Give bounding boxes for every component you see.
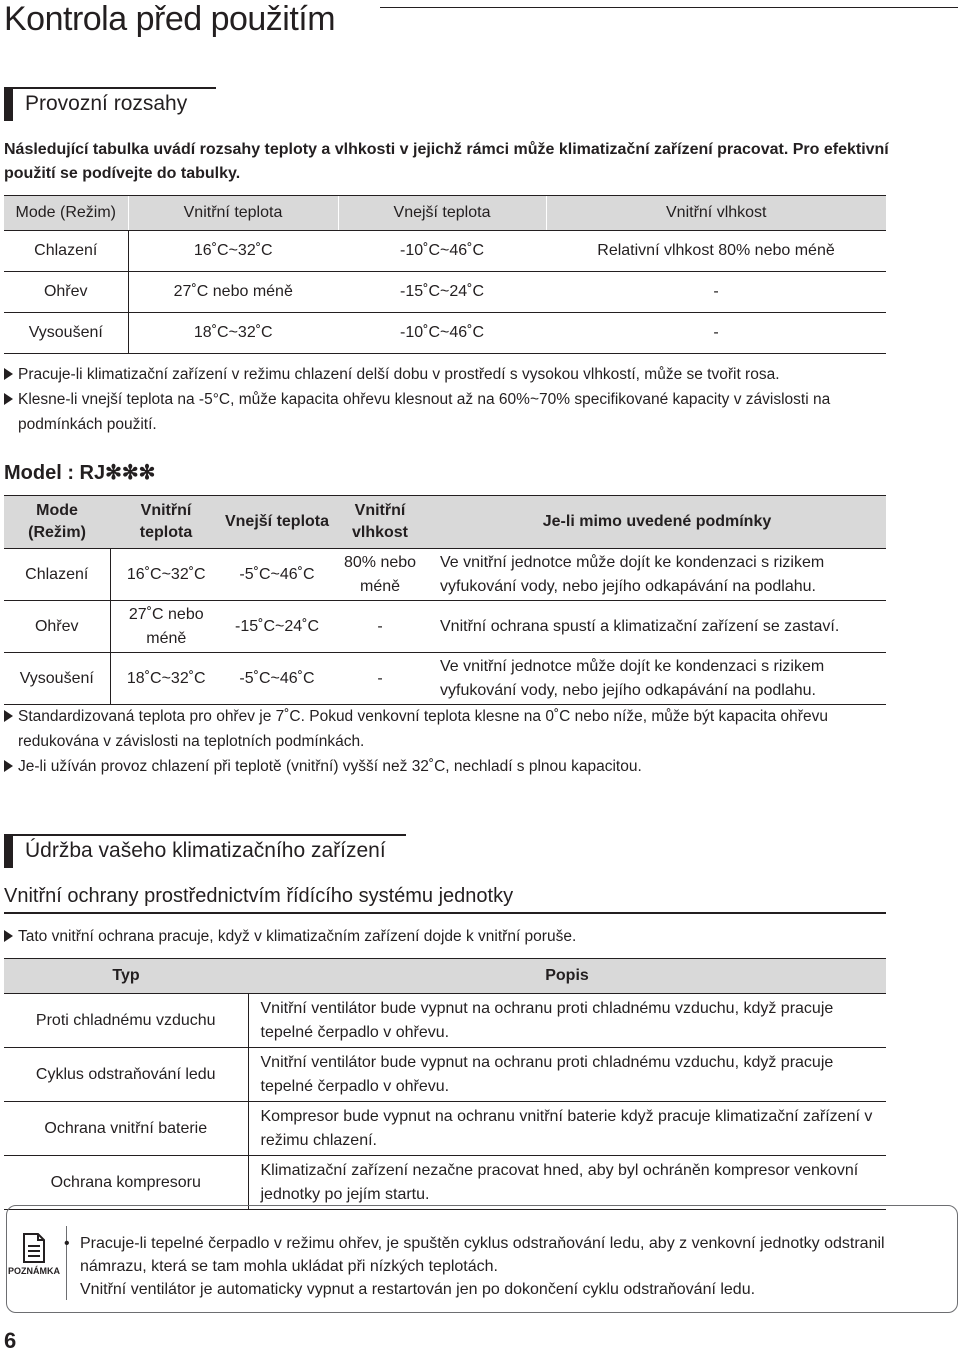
range-notes: [4, 362, 954, 437]
table-cell: -: [332, 653, 428, 705]
table-header: Mode (Režim): [4, 196, 128, 231]
section-bar: [4, 834, 13, 868]
triangle-bullet-icon: [4, 760, 13, 772]
table-header: Popis: [248, 959, 886, 994]
table-header: [4, 496, 110, 549]
note-text: Tato vnitřní ochrana pracuje, když v klimatizačním zařízení dojde k vnitřní poruše.: [18, 928, 577, 945]
header-line: Mode: [36, 502, 78, 519]
table-cell: [248, 1048, 886, 1102]
table-cell: -15˚C~24˚C: [338, 272, 546, 313]
table-row: [4, 231, 886, 272]
table-header: Typ: [4, 959, 248, 994]
table-cell: 16˚C~32˚C: [110, 549, 222, 601]
note-line: Vnitřní ventilátor je automaticky vypnut a restartován jen po dokončení cyklu odstraňování ledu.: [80, 1281, 756, 1298]
table-cell: 18˚C~32˚C: [128, 313, 338, 354]
note-icon: [16, 1232, 50, 1264]
model-range-table: [4, 495, 886, 705]
note-item: [4, 412, 954, 437]
table-cell: [332, 549, 428, 601]
table-row: [4, 601, 886, 653]
table-cell: Chlazení: [4, 231, 128, 272]
protection-table: [4, 958, 886, 1210]
cell-line: méně: [146, 629, 187, 647]
table-cell: [428, 653, 886, 705]
table-cell: Vysoušení: [4, 313, 128, 354]
header-line: (Režim): [28, 524, 86, 541]
section-title: Údržba vašeho klimatizačního zařízení: [25, 839, 386, 862]
note-item: [4, 362, 954, 387]
table-cell: [110, 601, 222, 653]
table-cell: -5˚C~46˚C: [222, 653, 332, 705]
table-row: [4, 1156, 886, 1210]
note-text: redukována v závislosti na teplotních podmínkách.: [18, 733, 365, 750]
subheading-rule: [4, 912, 886, 914]
model-label: Model : RJ✻✻✻: [4, 462, 156, 484]
header-line: vlhkost: [351, 524, 408, 541]
table-cell: Ohřev: [4, 272, 128, 313]
bullet-dot-icon: •: [64, 1235, 70, 1252]
table-cell: Proti chladnému vzduchu: [4, 994, 248, 1048]
table-cell: -10˚C~46˚C: [338, 231, 546, 272]
cell-line: Ve vnitřní jednotce může dojít ke kondenzaci s rizikem: [440, 657, 825, 675]
note-box-text: [62, 1232, 942, 1301]
table-header: Vnejší teplota: [338, 196, 546, 231]
page-title: Kontrola před použitím: [4, 0, 336, 38]
table-cell: Vysoušení: [4, 653, 110, 705]
operating-range-table: [4, 195, 886, 354]
title-rule: [380, 7, 958, 8]
table-row: [4, 994, 886, 1048]
table-cell: Relativní vlhkost 80% nebo méně: [546, 231, 886, 272]
note-item: [4, 924, 954, 949]
table-cell: 16˚C~32˚C: [128, 231, 338, 272]
table-cell: [248, 994, 886, 1048]
table-cell: -: [332, 601, 428, 653]
table-row: [4, 272, 886, 313]
section-bar: [4, 87, 13, 121]
note-text: Standardizovaná teplota pro ohřev je 7˚C. Pokud venkovní teplota klesne na 0˚C nebo níže, může být kapacita ohřevu: [18, 708, 828, 725]
header-line: Vnitřní: [140, 502, 192, 519]
cell-line: 80% nebo: [343, 553, 417, 571]
cell-line: Vnitřní ventilátor bude vypnut na ochranu proti chladnému vzduchu, když pracuje: [260, 999, 834, 1017]
table-cell: Ochrana kompresoru: [4, 1156, 248, 1210]
note-text: Je-li užíván provoz chlazení při teplotě (vnitřní) vyšší než 32˚C, nechladí s plnou kapacitou.: [18, 758, 642, 775]
table-header: Vnejší teplota: [222, 496, 332, 549]
table-header-row: [4, 959, 886, 994]
cell-line: méně: [359, 577, 401, 595]
triangle-bullet-icon: [4, 710, 13, 722]
section-rule: [4, 834, 406, 836]
note-text: podmínkách použití.: [18, 416, 157, 433]
table-header-row: [4, 196, 886, 231]
table-cell: [248, 1156, 886, 1210]
cell-line: Klimatizační zařízení nezačne pracovat hned, aby byl ochráněn kompresor venkovní: [260, 1161, 859, 1179]
table-cell: Cyklus odstraňování ledu: [4, 1048, 248, 1102]
table-row: [4, 549, 886, 601]
note-bullet: [62, 1232, 942, 1301]
section-heading-ranges: [4, 87, 187, 121]
cell-line: Kompresor bude vypnut na ochranu vnitřní baterie když pracuje klimatizační zařízení v: [260, 1107, 873, 1125]
header-line: teplota: [139, 524, 193, 541]
cell-line: vyfukování vody, nebo jejího odkapávání na podlahu.: [440, 681, 816, 699]
table-cell: Vnitřní ochrana spustí a klimatizační zařízení se zastaví.: [428, 601, 886, 653]
triangle-bullet-icon: [4, 393, 13, 405]
intro-line: Následující tabulka uvádí rozsahy teploty a vlhkosti v jejichž rámci může klimatizační zařízení pracovat. Pro efektivní: [4, 141, 889, 158]
table-cell: Ohřev: [4, 601, 110, 653]
triangle-bullet-icon: [4, 930, 13, 942]
note-item: [4, 704, 954, 729]
table-cell: -5˚C~46˚C: [222, 549, 332, 601]
note-icon-label: POZNÁMKA: [8, 1266, 60, 1276]
note-text: Pracuje-li klimatizační zařízení v režimu chlazení delší dobu v prostředí s vysokou vlhkostí, může se tvořit rosa.: [18, 366, 780, 383]
model-notes: [4, 704, 954, 779]
note-text: Klesne-li vnejší teplota na -5°C, může kapacita ohřevu klesnout až na 60%~70% specifikované kapacity v závislosti na: [18, 391, 831, 408]
table-cell: Chlazení: [4, 549, 110, 601]
protection-note: [4, 924, 954, 949]
table-row: [4, 653, 886, 705]
table-cell: -15˚C~24˚C: [222, 601, 332, 653]
table-cell: -: [546, 272, 886, 313]
table-header: Vnitřní vlhkost: [546, 196, 886, 231]
note-line: Pracuje-li tepelné čerpadlo v režimu ohřev, je spuštěn cyklus odstraňování ledu, aby z venkovní jednotky odstranil: [80, 1235, 885, 1252]
table-cell: [428, 549, 886, 601]
cell-line: 27˚C nebo: [128, 605, 204, 623]
section-heading-maintenance: [4, 834, 386, 868]
cell-line: jednotky po jejím startu.: [260, 1185, 430, 1203]
table-header-row: [4, 496, 886, 549]
note-line: námrazu, která se tam mohla ukládat při nízkých teplotách.: [80, 1258, 498, 1275]
note-item: [4, 754, 954, 779]
table-cell: 18˚C~32˚C: [110, 653, 222, 705]
triangle-bullet-icon: [4, 368, 13, 380]
subheading: Vnitřní ochrany prostřednictvím řídícího systému jednotky: [4, 885, 514, 907]
intro-paragraph: [4, 138, 954, 186]
cell-line: vyfukování vody, nebo jejího odkapávání na podlahu.: [440, 577, 816, 595]
section-title: Provozní rozsahy: [25, 92, 188, 115]
note-item: [4, 387, 954, 412]
table-cell: Ochrana vnitřní baterie: [4, 1102, 248, 1156]
table-row: [4, 1102, 886, 1156]
cell-line: Vnitřní ventilátor bude vypnut na ochranu proti chladnému vzduchu, když pracuje: [260, 1053, 834, 1071]
table-header: Vnitřní teplota: [128, 196, 338, 231]
cell-line: tepelné čerpadlo v ohřevu.: [260, 1023, 450, 1041]
page-number: 6: [4, 1328, 17, 1353]
cell-line: Ve vnitřní jednotce může dojít ke kondenzaci s rizikem: [440, 553, 825, 571]
intro-line: použití se podívejte do tabulky.: [4, 165, 241, 182]
table-header: Je-li mimo uvedené podmínky: [428, 496, 886, 549]
table-cell: [248, 1102, 886, 1156]
table-cell: -10˚C~46˚C: [338, 313, 546, 354]
table-cell: 27˚C nebo méně: [128, 272, 338, 313]
cell-line: režimu chlazení.: [260, 1131, 377, 1149]
table-row: [4, 1048, 886, 1102]
cell-line: tepelné čerpadlo v ohřevu.: [260, 1077, 450, 1095]
header-line: Vnitřní: [354, 502, 406, 519]
table-header: [110, 496, 222, 549]
note-item: [4, 729, 954, 754]
table-row: [4, 313, 886, 354]
section-rule: [4, 87, 216, 89]
table-cell: -: [546, 313, 886, 354]
table-header: [332, 496, 428, 549]
